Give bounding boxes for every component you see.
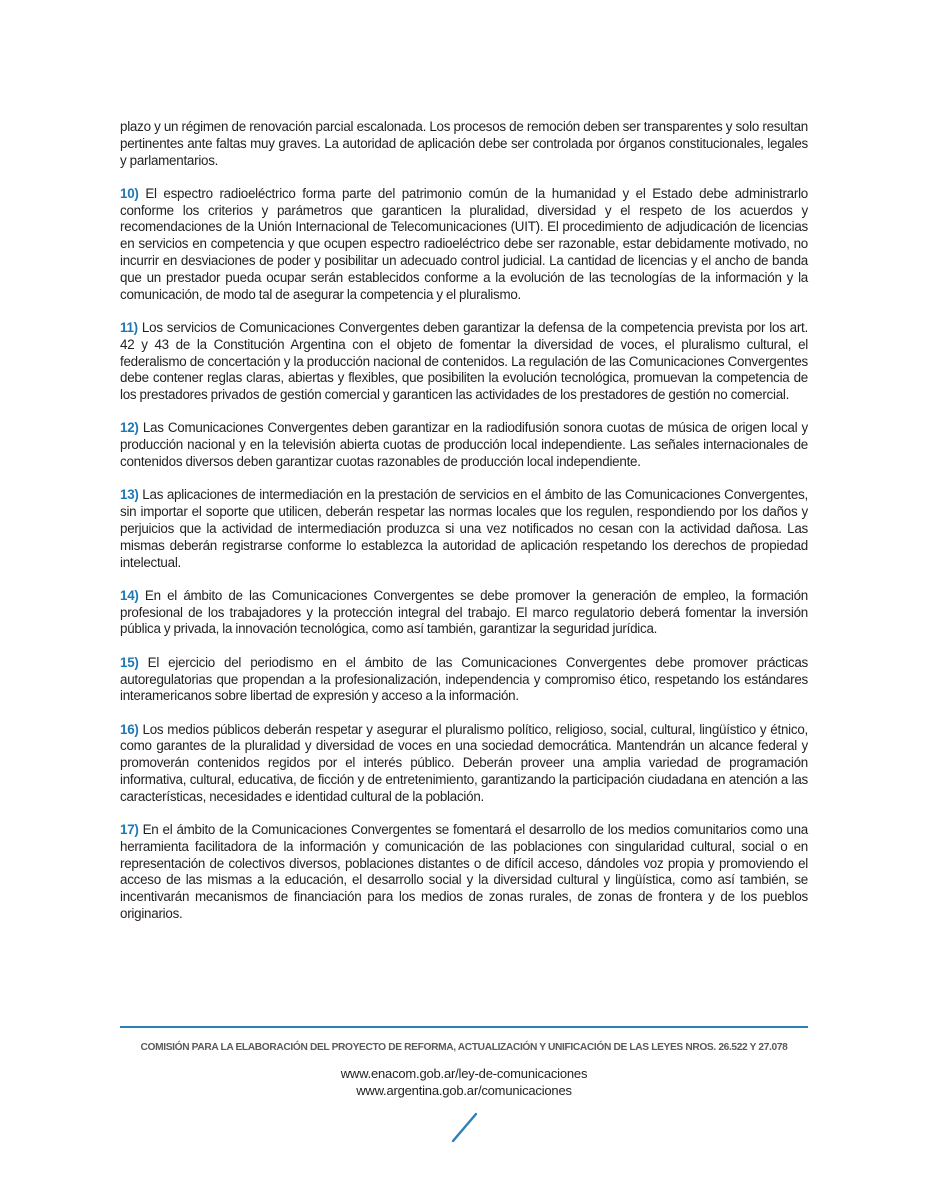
paragraph-number: 13) bbox=[120, 487, 139, 503]
document-body bbox=[120, 119, 808, 939]
paragraph-11 bbox=[120, 320, 808, 404]
paragraph-number: 12) bbox=[120, 420, 139, 436]
paragraph-10 bbox=[120, 186, 808, 304]
paragraph-number: 16) bbox=[120, 721, 139, 737]
paragraph-text: Los servicios de Comunicaciones Convergentes deben garantizar la defensa de la competencia prevista por los art. 42 y 43 de la Constitución Argentina con el objeto de fomentar la diversidad de voces, el pluralismo cultural, el federalismo de concertación y la producción nacional de contenidos. La regulación de las Comunicaciones Convergentes debe contener reglas claras, abiertas y flexibles, que posibiliten la evolución tecnológica, promuevan la competencia de los prestadores privados de gestión comercial y garanticen las actividades de los prestadores de gestión no comercial. bbox=[120, 319, 808, 403]
paragraph-number: 15) bbox=[120, 654, 139, 670]
paragraph-text: En el ámbito de las Comunicaciones Convergentes se debe promover la generación de empleo, la formación profesional de los trabajadores y la protección integral del trabajo. El marco regulatorio deberá fomentar la inversión pública y privada, la innovación tecnológica, como así también, garantizar la seguridad jurídica. bbox=[120, 587, 809, 637]
paragraph-text: En el ámbito de la Comunicaciones Convergentes se fomentará el desarrollo de los medios comunitarios como una herramienta facilitadora de la información y comunicación de las poblaciones con singularidad cultural, social o en representación de colectivos diversos, poblaciones distantes o de difícil acceso, dándoles voz propia y promoviendo el acceso de las mismas a la educación, el desarrollo social y la diversidad cultural y lingüística, como así también, se incentivarán mecanismos de financiación para los medios de zonas rurales, de zonas de frontera y de los pueblos originarios. bbox=[120, 822, 808, 922]
footer-commission-title: COMISIÓN PARA LA ELABORACIÓN DEL PROYECTO DE REFORMA, ACTUALIZACIÓN Y UNIFICACIÓN DE LAS LEYES NROS. 26.522 Y 27.078 bbox=[140, 1042, 788, 1053]
paragraph-number: 17) bbox=[120, 822, 139, 838]
paragraph-number: 11) bbox=[120, 319, 138, 335]
paragraph-text: Los medios públicos deberán respetar y asegurar el pluralismo político, religioso, social, cultural, lingüístico y étnico, como garantes de la pluralidad y diversidad de voces en una sociedad democrática. Mantendrán un alcance federal y promoverán contenidos regidos por el interés público. Deberán proveer una amplia variedad de programación informativa, cultural, educativa, de ficción y de entretenimiento, garantizando la participación ciudadana en atención a las características, necesidades e identidad cultural de la población. bbox=[120, 721, 808, 804]
paragraph-13 bbox=[120, 487, 808, 571]
slash-mark-icon bbox=[450, 1110, 480, 1144]
paragraph-number: 10) bbox=[120, 185, 139, 201]
paragraph-intro-continuation bbox=[120, 119, 808, 169]
paragraph-text: Las aplicaciones de intermediación en la prestación de servicios en el ámbito de las Comunicaciones Convergentes, sin importar el soporte que utilicen, deberán respetar las normas locales que los regulen, respondiendo por los daños y perjuicios que la actividad de intermediación produzca si una vez notificados no cesan con la actividad dañosa. Las mismas deberán registrarse conforme lo establezca la autoridad de aplicación respetando los derechos de propiedad intelectual. bbox=[120, 487, 809, 570]
paragraph-14 bbox=[120, 588, 808, 638]
footer-divider bbox=[120, 1026, 808, 1028]
footer-links bbox=[120, 1065, 808, 1099]
paragraph-text: El ejercicio del periodismo en el ámbito de las Comunicaciones Convergentes debe promover prácticas autoregulatorias que propendan a la profesionalización, independencia y compromiso ético, respetando los estándares interamericanos sobre libertad de expresión y acceso a la información. bbox=[120, 654, 809, 704]
paragraph-text: plazo y un régimen de renovación parcial escalonada. Los procesos de remoción deben ser transparentes y solo resultan pertinentes ante faltas muy graves. La autoridad de aplicación debe ser controlada por órganos constitucionales, legales y parlamentarios. bbox=[120, 119, 808, 168]
footer-link-argentina[interactable]: www.argentina.gob.ar/comunicaciones bbox=[356, 1083, 572, 1098]
paragraph-number: 14) bbox=[120, 587, 139, 603]
footer-link-enacom[interactable]: www.enacom.gob.ar/ley-de-comunicaciones bbox=[340, 1066, 588, 1081]
paragraph-15 bbox=[120, 655, 808, 705]
paragraph-16 bbox=[120, 722, 808, 806]
paragraph-text: Las Comunicaciones Convergentes deben garantizar en la radiodifusión sonora cuotas de música de origen local y producción nacional y en la televisión abierta cuotas de producción local independiente. Las señales internacionales de contenidos diversos deben garantizar cuotas razonables de producción local independiente. bbox=[120, 420, 808, 470]
paragraph-text: El espectro radioeléctrico forma parte del patrimonio común de la humanidad y el Estado debe administrarlo conforme los criterios y parámetros que garanticen la pluralidad, diversidad y el respeto de los acuerdos y recomendaciones de la Unión Internacional de Telecomunicaciones (UIT). El procedimiento de adjudicación de licencias en servicios en competencia y que ocupen espectro radioeléctrico debe ser razonable, estar debidamente motivado, no incurrir en desviaciones de poder y posibilitar un adecuado control judicial. La cantidad de licencias y el ancho de banda que un prestador pueda ocupar serán establecidos conforme a la evolución de las tecnologías de la información y la comunicación, de modo tal de asegurar la competencia y el pluralismo. bbox=[120, 185, 808, 302]
paragraph-12 bbox=[120, 420, 808, 470]
paragraph-17 bbox=[120, 822, 808, 923]
